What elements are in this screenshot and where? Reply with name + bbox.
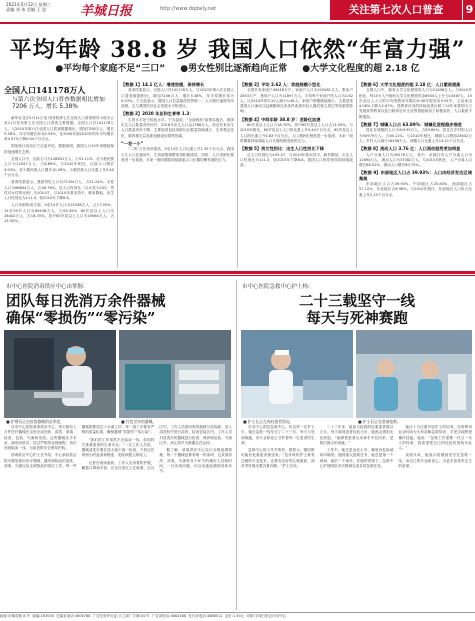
left-story-header (6, 282, 231, 336)
footer-item: 广告部电话:4682588 (151, 614, 187, 618)
footer-item: 发行部电话:4686012 (188, 614, 223, 618)
story-paragraph: 消毒供应中心护士长介绍，中心承担着全院可重复使用诊疗器械、器具和物品的清洗、消毒、灭菌以及无菌物品的供应工作。每一件器械都要经过十余道工序，每一道工序都有严格的质量标准，确保器械“零损伤”“零污染”。 (4, 425, 155, 469)
story-paragraph: 在市中心医院消毒供应中心，每天都有上万件医疗器械在这里完成回收、清洗、消毒、检查、包装、灭菌和发放。这些器械从手术室、病房回收后，经过严格的处理流程，再次回到临床一线，为患者的安全保驾护航。 (4, 425, 77, 451)
page-headline: 平均年龄 38.8 岁 我国人口依然“年富力强” (9, 37, 466, 63)
section-rule (0, 271, 475, 274)
data-column-4 (359, 80, 472, 268)
right-story-body (241, 425, 472, 610)
story-paragraph: 记者在现场看到，工作人员身着防护服，戴着口罩和手套，在各自岗位上忙碌着。去污区内，工作人员将回收的器械分类拆卸，放入清洗机中进行清洗；检查包装区内，工作人员对清洗后的器械进行检查、保养和包装；灭菌区内，高压蒸汽灭菌器正在运转。 (81, 425, 232, 471)
right-story-photo-2 (356, 330, 472, 418)
footer-item: 广告经营许可证:大工商广字第001号 (92, 614, 150, 618)
lead-paragraph: 全国人口中，汉族人口为128631万人，占91.11%；各少数民族人口为12547万人，占8.89%。与2010年相比，汉族人口增长4.93%，各少数民族人口增长10.26%，少数民族人口比重上升0.40个百分点。 (4, 157, 114, 177)
section-body: 60岁及以上人口占18.70%，其中65岁及以上人口占13.50%。与2010年相比，60岁及以上人口的比重上升5.44个百分点，65岁及以上人口的比重上升4.63个百分点。人口老龄化程度进一步加深，未来一段时期将持续面临人口长期均衡发展的压力。 (240, 123, 353, 143)
lead-paragraph: 人口年龄构成方面，0至14岁人口为25338万人，占17.95%；15至59岁人口为89438万人，占63.35%；60岁及以上人口为26402万人，占18.70%，其中65岁及以上人口为19064万人，占13.50%。 (4, 203, 114, 224)
left-story-body (4, 425, 232, 610)
section-body: 总人口性别比为105.07，与2010年基本持平，略有降低。出生人口性别比为111.3，较2010年下降6.8。我国人口的性别结构持续改善。 (240, 152, 353, 168)
lead-body (4, 116, 114, 268)
section-heading: 【数据 3】平均 2.62 人：家庭规模小型化 (240, 82, 321, 87)
footer-item: 印刷:羊城日报社印务中心 (246, 614, 287, 618)
column-divider (356, 80, 357, 268)
lead-paragraph: 国家统计局局长宁吉喆介绍，数据表明，我国人口10年来继续保持低速增长态势。 (4, 144, 114, 154)
section-heading: 【数据 4】中间年龄 38.8 岁：老龄化加速 (240, 116, 321, 122)
data-column-2 (121, 80, 234, 268)
section-label: 关注第七次人口普查 (330, 0, 462, 20)
section-body: “二孩”占比有所提高，0至14岁人口比重上升1.35个百分点。我国少儿人口比重回升，生育政策调整取得积极成效。同时，人口老龄化程度进一步加深，未来一段时期将持续面临人口长期均衡发展的压力。 (121, 147, 234, 162)
story-paragraph: 工作中，她总是身先士卒，哪里有危险就冲向哪里。遇到重大抢救任务，她总是第一个到场，最后一个离开。在她的带领下，急救中心护理团队多次圆满完成各项急救任务。 (319, 448, 394, 469)
column-divider (117, 80, 118, 268)
masthead: 羊城日报 (80, 4, 133, 19)
section-body: 居住在城镇的人口为90199万人，占63.89%；居住在乡村的人口为50979万人，占36.11%。与2010年相比，城镇人口增加23642万人，乡村人口减少16436万人，城镇人口比重上升14.21个百分点。 (359, 128, 472, 143)
right-story-header (242, 282, 472, 336)
section-body: 东部地区人口占39.93%，中部地区占25.83%，西部地区占27.12%，东北地区占6.98%。与2010年相比，东部地区人口所占比重上升2.15个百分点。 (359, 182, 472, 197)
left-story-photo-1 (4, 330, 116, 418)
subhead-household: ●平均每个家庭不足“三口” (55, 64, 166, 74)
section-heading: 【数据 2】2020 年总和生育率 1.3： (121, 111, 194, 117)
section-heading: 【数据 7】城镇人口占 63.89%：城镇化进程稳步推进 (359, 122, 462, 128)
story-paragraph: 谈到未来，她表示将继续坚守在急救一线，用自己的专业和爱心，为更多患者带去生的希望。 (398, 453, 472, 469)
left-story-photo-2 (119, 330, 231, 418)
lead-subtitle: 与第六次全国人口普查数据相比增加 7206 万人，增长 5.38% (12, 97, 105, 110)
photo-caption: ■ 护理员正在检查器械的洁净度。 (6, 419, 64, 424)
data-column-3 (240, 80, 353, 268)
story-title: 二十三载坚守一线 每天与死神赛跑 (299, 293, 415, 327)
lead-paragraph: 普查结果显示，我国男性人口为72334万人，占51.24%；女性人口为68844万人，占48.76%。总人口性别比（以女性为100，男性对女性的比例）为105.07，与2010年基本持平，略有降低。出生人口性别比为111.3，较2010年下降6.8。 (4, 180, 114, 201)
lead-paragraph: 新华社北京5月11日电 国务院第七次全国人口普查领导小组办公室11日发布第七次全国人口普查主要数据。全国人口共141178万人，与2010年第六次全国人口普查数据相比，增加7206万人，增长5.38%，年平均增长率为0.53%，比2000年到2010年的年平均增长率0.57%下降0.04个百分点。 (4, 116, 114, 142)
column-divider (236, 280, 237, 610)
footer-item: 总编室电话:4606788 (56, 614, 91, 618)
section-heading: 【数据 6】大学文化程度的超 2.18 亿：人口素质提高 (359, 82, 461, 87)
footer-item: 定价:1.50元 (224, 614, 245, 618)
section-body: 生育水平处于较低水平。宁吉喆说，“全面两孩”政策实施后，我国出生人口数量有所回升，2016年出生人口达1786万人。但近年来出生人口数量有所下降，主要原因包括育龄妇女数量持续减少、生育观念变化、婚育推迟以及新冠肺炎疫情等因素。 (121, 117, 234, 138)
site-url[interactable]: http://www.dqdaily.net (160, 6, 217, 12)
date-text: 2021年5月12日 星期三 (6, 2, 52, 7)
dateline (6, 2, 51, 12)
story-paragraph: “我们的工作虽然不在临床一线，但同样关系着患者的生命安全。”一名工作人员说，器械清洗后要在放大镜下逐一检查，不放过任何细小的血渍和锈迹，发现问题立即返工。 (81, 437, 155, 458)
story-paragraph: 她还十分注重年轻护士的培养，经常利用业余时间为大家讲解急救知识，手把手地教授操作技能。她说：“急救工作需要一代又一代人的传承，我希望把自己的经验传授给年轻人。” (398, 425, 472, 451)
lead-title: 全国人口141178万人 (4, 85, 86, 95)
story-paragraph: 二十三年来，她参与抢救的危重患者数以万计。每当看到患者转危为安，她都会感到无比欣慰。“能够把患者从死神手中拉回来，是我们最大的成就。” (319, 425, 394, 445)
section-heading: 【数据 5】男女性别比：出生人口性别比下降 (240, 146, 324, 152)
section-heading: 【数据 9】东部地区人口占 39.93%：人口向经济发达区域集聚 (359, 170, 472, 181)
column-divider (237, 80, 238, 268)
section-body: 全国人口中，拥有大学文化程度的人口为21836万人。与2010年相比，每10万人中拥有大学文化程度的由8930人上升为15467人，15岁及以上人口的平均受教育年限由9.08年提高至9.91年，文盲率由4.08%下降为2.67%。受教育状况的持续改善反映了10年来我国大力发展高等教育以及扫除青壮年文盲等措施取得了积极成效，人口素质不断提高。 (359, 88, 472, 119)
photo-caption: ■ 护士们正在准备抢救。 (358, 419, 401, 424)
right-story-photo-1 (241, 330, 353, 418)
subhead-gender: ●男女性别比逐渐趋向正常 (180, 64, 288, 74)
story-paragraph: 据了解，消毒供应中心实行全程追溯管理，每一个器械包都有唯一的条码，记录着清洗、消毒、灭菌等各个环节的操作人员和时间，一旦出现问题，可以迅速追溯到具体环节。 (159, 448, 232, 474)
photo-caption: ■ 护士长正在询问患者情况。 (243, 419, 294, 424)
section-body: 普查结果显示，全国人口共141178万人，与2010年第六次全国人口普查数据相比，增加7206万人，增长5.38%，年平均增长率为0.53%。宁吉喆表示，我国人口总量稳居世界第一，人口增长速度有所放缓，这与我国经济社会发展水平相适应。 (121, 88, 234, 109)
story-kicker: 市中心医院消毒供应中心由掌握: (6, 284, 85, 290)
section-heading: “一老一小” (121, 140, 144, 146)
story-paragraph: 在市中心医院急救中心，有这样一位护士长，她在急救一线坚守了二十三年，每天与死神赛跑，用专业和爱心守护着每一位患者的生命。 (241, 425, 315, 445)
section-body: 全国共有家庭户49416万户，家庭户人口为129281万人；集体户2853万户，集体户人口为11897万人。平均每个家庭户的人口为2.62人，比2010年的3.10人减少0.48人。家庭户规模继续缩小，主要是受我国人口流动日趋频繁和住房条件改善年轻人婚后独立居住等因素的影响。 (240, 88, 353, 114)
story-title: 团队每日洗消万余件器械 确保“零损伤”“零污染” (6, 293, 166, 327)
photo-caption: ■ 打包完毕的器械。 (121, 419, 157, 424)
section-body: 人户分离人口为49276万人，其中，市辖区内人户分离人口为11694万人，流动人口为37582万人。与2010年相比，人户分离人口增长88.52%，流动人口增长69.73%。 (359, 152, 472, 168)
footer-item: 地址:市解放路 8 号 (0, 614, 31, 618)
subhead-education: ●大学文化程度的超 2.18 亿 (302, 64, 420, 74)
story-paragraph: 急救中心的工作节奏快、强度大，随时都可能有危重患者被送来。“急诊科的护士要有过硬的专业技术，还要有良好的心理素质，面对突发情况要沉着冷静。”护士长说。 (241, 448, 315, 469)
footer-item: 邮编:163000 (32, 614, 54, 618)
subheadline-row (0, 61, 475, 74)
section-heading: 【数据 1】14.1 亿人：增速放缓，保持增长 (121, 82, 205, 87)
story-kicker: 市中心医院急救中心护士杨: (242, 284, 310, 290)
editor-text: 责编 刘 伟 美编 王 思 (6, 7, 47, 12)
page-number: 9 (462, 0, 475, 20)
top-bar (0, 0, 475, 24)
section-rule-thin (0, 275, 475, 276)
section-heading: 【数据 8】流动人口 3.76 亿：人口流动趋势更加明显 (359, 146, 461, 152)
